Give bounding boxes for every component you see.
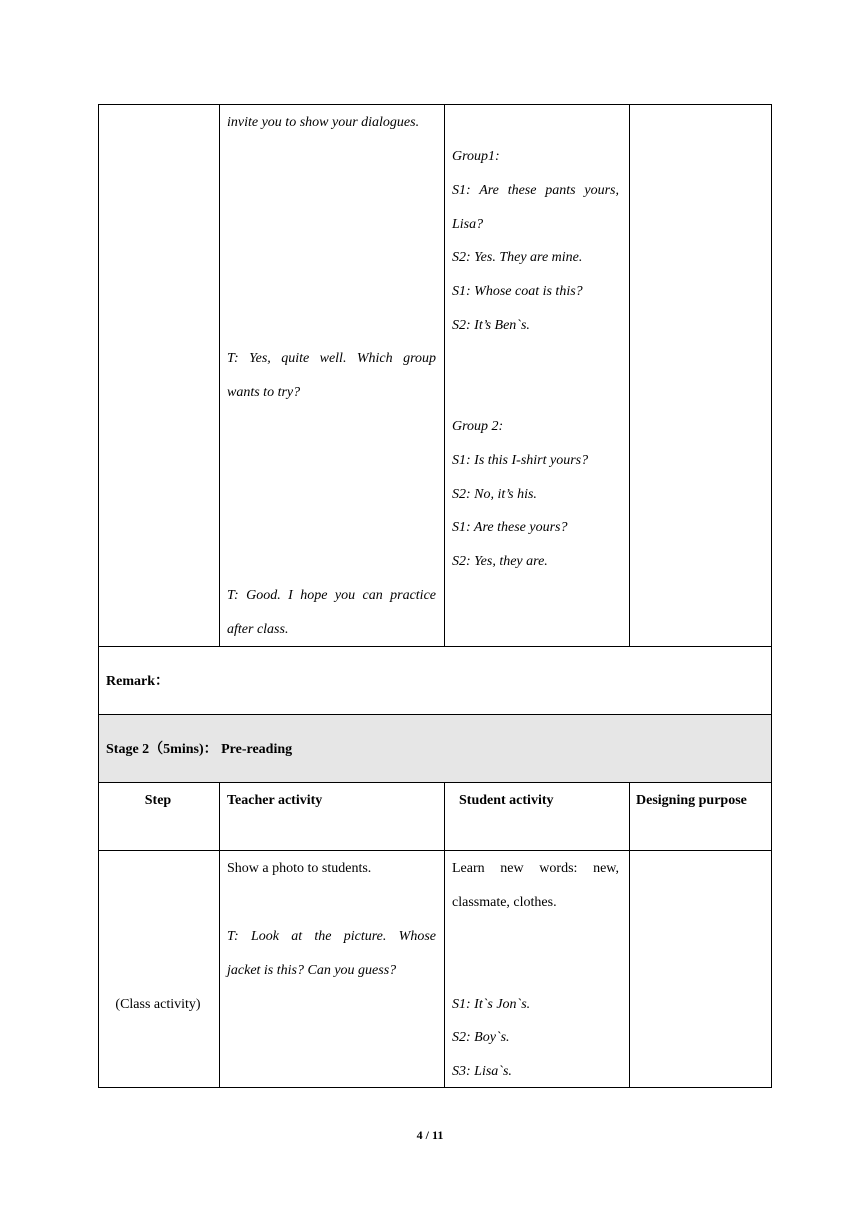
column-divider <box>444 105 445 646</box>
group-label: Group 2: <box>452 419 504 434</box>
step-cell: (Class activity) <box>115 997 201 1012</box>
teacher-text: T: Good. I hope you can practice <box>227 588 436 603</box>
column-divider <box>219 782 220 1087</box>
dialogue-line: S1: Are these yours? <box>452 520 568 535</box>
dialogue-line: Lisa? <box>452 217 484 232</box>
row-divider <box>99 646 771 647</box>
column-divider <box>219 105 220 646</box>
dialogue-line: S2: Yes, they are. <box>452 554 548 569</box>
header-designing-purpose: Designing purpose <box>636 793 747 808</box>
teacher-text: T: Look at the picture. Whose <box>227 929 436 944</box>
dialogue-line: S1: Are these pants yours, <box>452 183 619 198</box>
dialogue-line: S1: Is this I-shirt yours? <box>452 453 589 468</box>
teacher-text: wants to try? <box>227 385 301 400</box>
header-student-activity: Student activity <box>459 793 554 808</box>
remark-label: Remark： <box>106 674 169 689</box>
column-divider <box>629 105 630 646</box>
stage-heading: Stage 2（5mins)： Pre-reading <box>106 742 293 757</box>
dialogue-line: S2: It’s Ben`s. <box>452 318 530 333</box>
page-number: 4 / 11 <box>416 1128 444 1142</box>
row-divider <box>99 850 771 851</box>
teacher-text: after class. <box>227 622 289 637</box>
row-divider <box>99 782 771 783</box>
group-label: Group1: <box>452 149 500 164</box>
column-divider <box>629 782 630 1087</box>
student-text: Learn new words: new, <box>452 861 619 876</box>
row-divider <box>99 714 771 715</box>
student-text: classmate, clothes. <box>452 895 557 910</box>
header-step: Step <box>144 793 172 808</box>
teacher-text: Show a photo to students. <box>227 861 372 876</box>
teacher-text: jacket is this? Can you guess? <box>227 963 397 978</box>
student-text: S1: It`s Jon`s. <box>452 997 531 1012</box>
header-teacher-activity: Teacher activity <box>227 793 323 808</box>
dialogue-line: S2: Yes. They are mine. <box>452 250 583 265</box>
student-text: S3: Lisa`s. <box>452 1064 512 1079</box>
student-text: S2: Boy`s. <box>452 1030 510 1045</box>
column-divider <box>444 782 445 1087</box>
dialogue-line: S2: No, it’s his. <box>452 487 537 502</box>
teacher-text: T: Yes, quite well. Which group <box>227 351 436 366</box>
teacher-text: invite you to show your dialogues. <box>227 115 420 130</box>
dialogue-line: S1: Whose coat is this? <box>452 284 583 299</box>
